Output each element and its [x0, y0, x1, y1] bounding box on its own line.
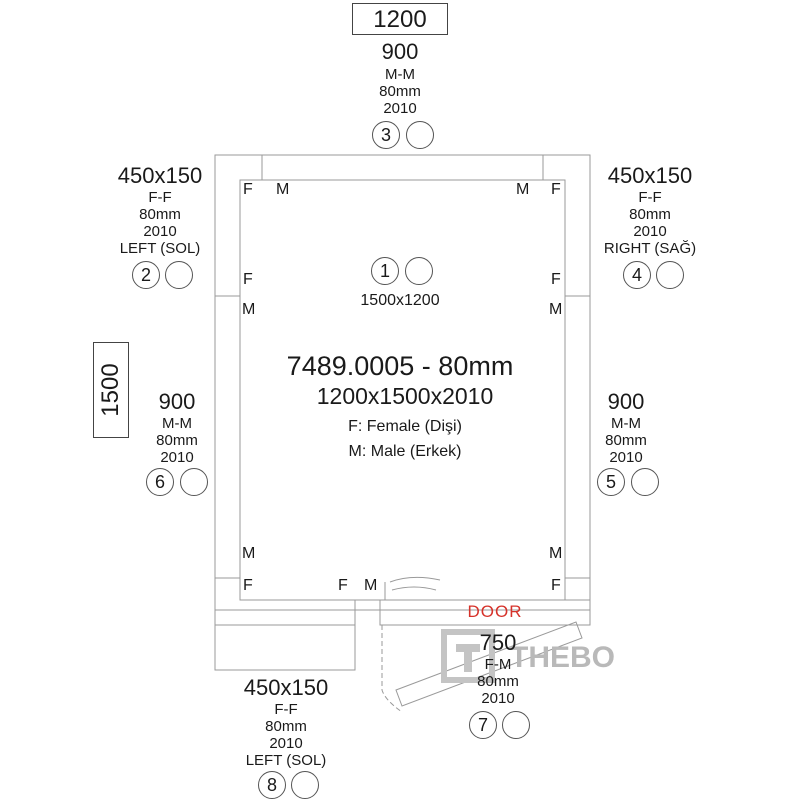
panel-2-thickness: 80mm [139, 206, 181, 223]
panel-5-number: 5 [597, 468, 625, 496]
panel-7-type: F-M [484, 656, 512, 673]
panel-4-height: 2010 [633, 223, 667, 240]
panel-6-number: 6 [146, 468, 174, 496]
door-label: DOOR [467, 602, 523, 621]
marker-f-top-left: F [243, 181, 253, 198]
panel-4-number: 4 [623, 261, 651, 289]
panel-8-number: 8 [258, 771, 286, 799]
panel-4-size: 450x150 [607, 163, 693, 188]
panel-2-number: 2 [132, 261, 160, 289]
product-code: 7489.0005 - 80mm [286, 351, 514, 381]
marker-m-top-right: M [516, 181, 530, 198]
panel-8-thickness: 80mm [265, 718, 307, 735]
panel-3-number: 3 [372, 121, 400, 149]
panel-7-height: 2010 [481, 690, 515, 707]
panel-7-size: 750 [479, 630, 517, 655]
marker-f-top-right: F [551, 181, 561, 198]
top-dimension-box [352, 3, 448, 35]
panel-4-thickness: 80mm [629, 206, 671, 223]
legend-female: F: Female (Dişi) [348, 418, 462, 435]
panel-1-number: 1 [371, 257, 399, 285]
panel-6-height: 2010 [160, 449, 194, 466]
top-dimension: 1200 [373, 6, 427, 33]
marker-f-right-lower: F [551, 577, 561, 594]
panel-8-side: LEFT (SOL) [245, 752, 327, 769]
panel-3-thickness: 80mm [379, 83, 421, 100]
panel-1-size: 1500x1200 [360, 292, 440, 309]
panel-2-check-circle [165, 261, 193, 289]
panel-5-thickness: 80mm [605, 432, 647, 449]
legend-male: M: Male (Erkek) [348, 443, 462, 460]
panel-7-thickness: 80mm [477, 673, 519, 690]
panel-8-check-circle [291, 771, 319, 799]
panel-2-size: 450x150 [117, 163, 203, 188]
panel-2-type: F-F [148, 189, 172, 206]
marker-f-left-lower: F [243, 577, 253, 594]
panel-2-height: 2010 [143, 223, 177, 240]
marker-m-right-lower: M [549, 545, 563, 562]
marker-f-bottom: F [338, 577, 348, 594]
panel-4-check-circle [656, 261, 684, 289]
marker-m-top-left: M [276, 181, 290, 198]
panel-8-size: 450x150 [243, 675, 329, 700]
panel-6-check-circle [180, 468, 208, 496]
side-dimension: 1500 [97, 363, 124, 417]
panel-5-check-circle [631, 468, 659, 496]
panel-3-height: 2010 [383, 100, 417, 117]
panel-8-type: F-F [274, 701, 298, 718]
panel-3-type: M-M [385, 66, 415, 83]
marker-m-right-upper: M [549, 301, 563, 318]
overall-dimensions: 1200x1500x2010 [316, 383, 494, 409]
marker-m-bottom: M [364, 577, 378, 594]
side-dimension-box [93, 342, 129, 438]
panel-5-size: 900 [607, 389, 645, 414]
panel-4-side: RIGHT (SAĞ) [603, 240, 697, 257]
panel-7-check-circle [502, 711, 530, 739]
panel-8-height: 2010 [269, 735, 303, 752]
panel-6-size: 900 [158, 389, 196, 414]
panel-4-type: F-F [638, 189, 662, 206]
panel-6-type: M-M [162, 415, 192, 432]
panel-5-height: 2010 [609, 449, 643, 466]
panel-3-size: 900 [381, 39, 419, 64]
panel-2-side: LEFT (SOL) [119, 240, 201, 257]
panel-5-type: M-M [611, 415, 641, 432]
marker-f-right-upper: F [551, 271, 561, 288]
marker-f-left-upper: F [243, 271, 253, 288]
panel-3-check-circle [406, 121, 434, 149]
logo-text: THEBO [510, 641, 615, 674]
panel-7-number: 7 [469, 711, 497, 739]
marker-m-left-lower: M [242, 545, 256, 562]
panel-1-check-circle [405, 257, 433, 285]
marker-m-left-upper: M [242, 301, 256, 318]
front-panel-left [215, 625, 355, 670]
panel-6-thickness: 80mm [156, 432, 198, 449]
